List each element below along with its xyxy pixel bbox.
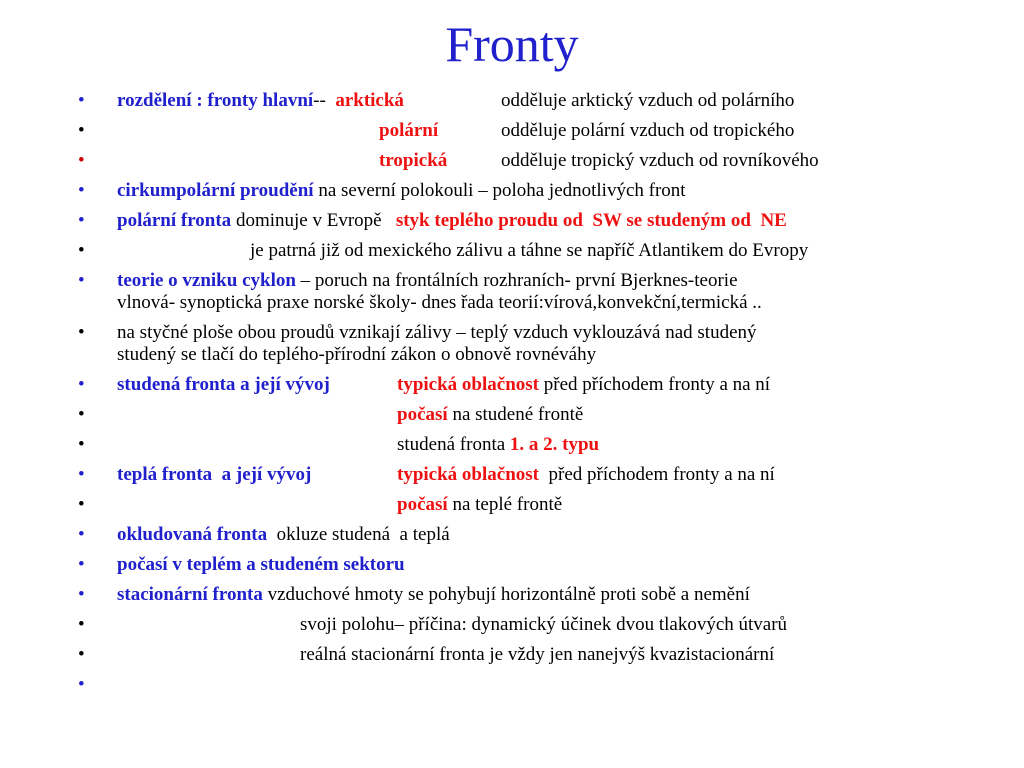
bullet-text: typická oblačnost xyxy=(397,374,539,395)
bullet-item xyxy=(70,674,970,696)
bullet-dot: • xyxy=(78,554,85,575)
bullet-line xyxy=(117,494,970,516)
bullet-dot: • xyxy=(78,180,85,201)
bullet-text: typická oblačnost xyxy=(397,464,539,485)
bullet-text: počasí xyxy=(397,404,448,425)
bullet-text: okludovaná fronta xyxy=(117,524,268,545)
bullet-line xyxy=(117,644,970,666)
bullet-dot: • xyxy=(78,674,85,695)
bullet-item xyxy=(70,584,970,606)
bullet-dot: • xyxy=(78,644,85,665)
bullet-item xyxy=(70,554,970,576)
bullet-item xyxy=(70,210,970,232)
bullet-text: -- xyxy=(313,90,336,111)
bullet-item xyxy=(70,644,970,666)
bullet-item xyxy=(70,494,970,516)
bullet-line xyxy=(117,180,970,202)
bullet-item xyxy=(70,524,970,546)
slide-title: Fronty xyxy=(445,16,579,72)
bullet-text: studená fronta xyxy=(397,434,510,455)
bullet-dot: • xyxy=(78,524,85,545)
bullet-dot: • xyxy=(78,494,85,515)
bullet-text: na styčné ploše obou proudů vznikají zálivy – teplý vzduch vyklouzává nad studený xyxy=(117,322,757,343)
bullet-item xyxy=(70,404,970,426)
bullet-dot: • xyxy=(78,614,85,635)
bullet-text: na studené frontě xyxy=(447,404,584,425)
bullet-item xyxy=(70,150,970,172)
bullet-text: vzduchové hmoty se pohybují horizontálně proti sobě a nemění xyxy=(262,584,750,605)
bullet-item xyxy=(70,322,970,366)
bullet-text: studená fronta a její vývoj xyxy=(117,374,330,395)
bullet-text: před příchodem fronty a na ní xyxy=(539,374,771,395)
bullet-dot: • xyxy=(78,322,85,343)
bullet-dot: • xyxy=(78,120,85,141)
bullet-text: dominuje v Evropě xyxy=(231,210,396,231)
bullet-dot: • xyxy=(78,150,85,171)
bullet-line xyxy=(117,240,970,262)
bullet-text: polární xyxy=(379,120,439,141)
bullet-text: reálná stacionární fronta je vždy jen nanejvýš kvazistacionární xyxy=(300,644,775,665)
bullet-item xyxy=(70,270,970,314)
bullet-dot: • xyxy=(78,270,85,291)
bullet-text: na severní polokouli – poloha jednotlivých front xyxy=(313,180,686,201)
bullet-line xyxy=(117,374,970,396)
bullet-text: počasí v teplém a studeném sektoru xyxy=(117,554,405,575)
bullet-text: tropická xyxy=(379,150,448,171)
bullet-dot: • xyxy=(78,240,85,261)
bullet-text: svoji polohu– příčina: dynamický účinek dvou tlakových útvarů xyxy=(300,614,788,635)
bullet-line xyxy=(117,614,970,636)
bullet-text: studený se tlačí do teplého-přírodní zákon o obnově rovnéváhy xyxy=(117,344,597,365)
bullet-line xyxy=(117,270,970,292)
bullet-text: – poruch na frontálních rozhraních- první Bjerknes-teorie xyxy=(295,270,738,291)
bullet-text: 1. a 2. typu xyxy=(509,434,600,455)
bullet-text: stacionární fronta xyxy=(117,584,263,605)
bullet-text: vlnová- synoptická praxe norské školy- dnes řada teorií:vírová,konvekční,termická .. xyxy=(117,292,762,313)
bullet-line xyxy=(117,464,970,486)
bullet-line xyxy=(117,210,970,232)
bullet-text: počasí xyxy=(397,494,448,515)
bullet-line xyxy=(117,404,970,426)
bullet-line xyxy=(117,120,970,142)
bullet-item xyxy=(70,90,970,112)
bullet-item xyxy=(70,374,970,396)
bullet-text: arktická xyxy=(335,90,404,111)
bullet-text: cirkumpolární proudění xyxy=(117,180,314,201)
bullet-text: rozdělení : fronty hlavní xyxy=(117,90,314,111)
bullet-line xyxy=(117,554,970,576)
bullet-dot: • xyxy=(78,584,85,605)
bullet-dot: • xyxy=(78,404,85,425)
bullet-line xyxy=(117,434,970,456)
bullet-text: okluze studená a teplá xyxy=(267,524,450,545)
bullet-dot: • xyxy=(78,90,85,111)
bullet-text: teorie o vzniku cyklon xyxy=(117,270,296,291)
bullet-list xyxy=(70,90,970,704)
bullet-text: je patrná již od mexického zálivu a táhne se napříč Atlantikem do Evropy xyxy=(250,240,809,261)
bullet-text: odděluje arktický vzduch od polárního xyxy=(501,90,795,111)
bullet-text: odděluje polární vzduch od tropického xyxy=(501,120,795,141)
bullet-text: před příchodem fronty a na ní xyxy=(539,464,775,485)
bullet-text: teplá fronta a její vývoj xyxy=(117,464,312,485)
bullet-item xyxy=(70,120,970,142)
bullet-dot: • xyxy=(78,374,85,395)
bullet-text: odděluje tropický vzduch od rovníkového xyxy=(501,150,819,171)
bullet-dot: • xyxy=(78,464,85,485)
bullet-text: styk teplého proudu od SW se studeným od NE xyxy=(395,210,787,231)
bullet-line xyxy=(117,150,970,172)
bullet-line xyxy=(117,322,970,344)
bullet-text: na teplé frontě xyxy=(447,494,563,515)
bullet-line xyxy=(117,584,970,606)
bullet-dot: • xyxy=(78,210,85,231)
bullet-text: polární fronta xyxy=(117,210,232,231)
bullet-line xyxy=(117,674,970,696)
bullet-line xyxy=(117,292,970,314)
bullet-item xyxy=(70,464,970,486)
bullet-dot: • xyxy=(78,434,85,455)
bullet-item xyxy=(70,240,970,262)
bullet-item xyxy=(70,434,970,456)
bullet-line xyxy=(117,90,970,112)
bullet-line xyxy=(117,344,970,366)
bullet-line xyxy=(117,524,970,546)
bullet-item xyxy=(70,614,970,636)
bullet-item xyxy=(70,180,970,202)
